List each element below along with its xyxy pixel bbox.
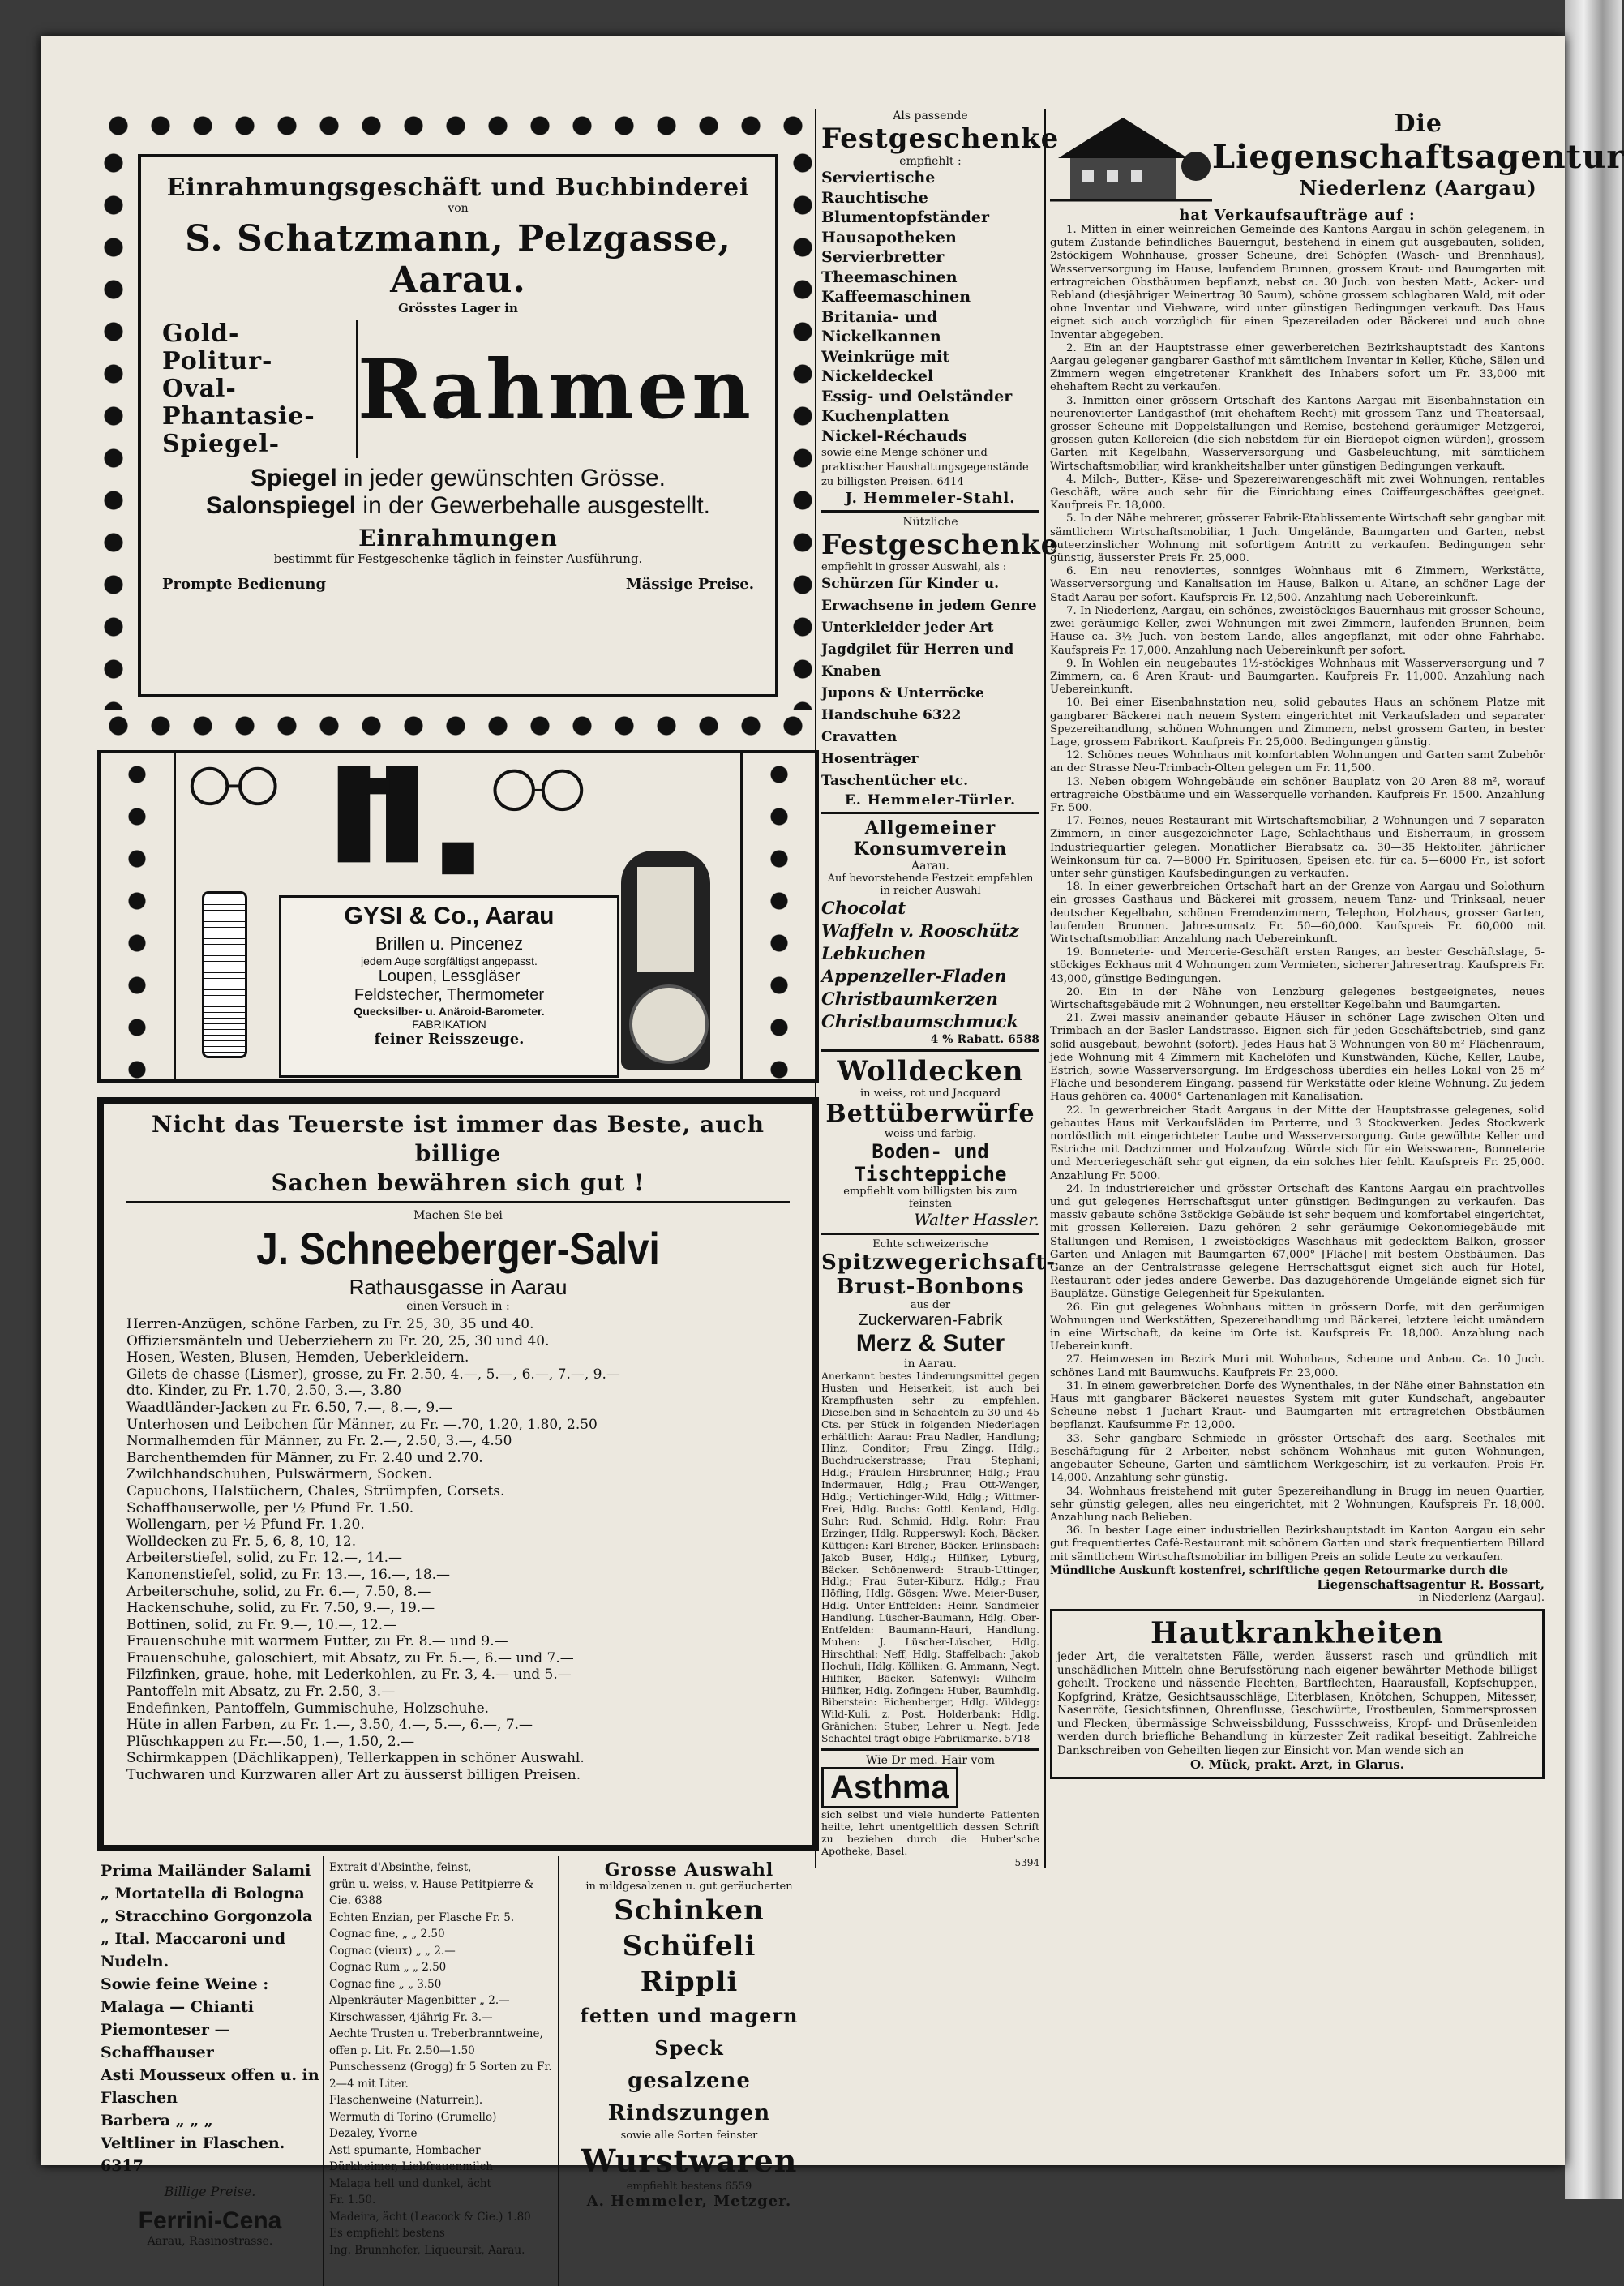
ornament-left [97, 142, 130, 710]
ad-liegenschaft [1050, 109, 1624, 1605]
stahl-name: J. Hemmeler-Stahl. [845, 490, 1016, 507]
liegen-item-2: 2. Ein an der Hauptstrasse einer gewerbereichen Bezirkshauptstadt des Kantons Aargau gelegener gangbarer Gasthof mit sämtlichem Inventar in Keller, Küche, Sälen und Zimmern wegen eingetretener Krankheit des Inhabers sofort um Fr. 33,000 mit ehehaftem Recht zu verkaufen. [1050, 341, 1545, 394]
metzger-item-5: gesalzene Rindszungen [607, 2069, 771, 2125]
metzger-sub: in mildgesalzenen u. gut geräucherten [585, 1881, 793, 1893]
metzger-item-4: fetten und magern Speck [580, 2004, 799, 2060]
stahl-list [821, 168, 1039, 446]
ferrini-billige: Billige Preise. [164, 2184, 256, 2199]
metzger-item-2: Schüfeli [622, 1930, 756, 1962]
stahl-empfiehlt: empfiehlt : [899, 155, 962, 168]
stahl-item-6: Theemaschinen [821, 268, 958, 286]
brunnhofer-line-3: Echten Enzian, per Flasche Fr. 5. [329, 1911, 515, 1924]
liegen-item-5: 5. In der Nähe mehrerer, grösserer Fabrik-Etablissemente Wirtschaft sehr gangbar mit sämtlichem Wirtschaftsmobiliar, 1 Juch. Umgelände, Baumgarten und Garten, nebst guteerzinslicher Wohnung mit sofortigem Antritt zu verkaufen. Bedingungen sehr günstig, äusserster Preis Fr. 25,000. [1050, 513, 1545, 565]
liegen-item-14: 19. Bonneterie- und Mercerie-Geschäft ersten Ranges, an bester Geschäftslage, 5-stöckiges Eckhaus mit 4 Wohnungen zum Vermieten, sicherer Jahresertrag. Kaufspreis Fr. 43,000, günstige Bedingungen. [1050, 946, 1545, 985]
hassler-name: Walter Hassler. [914, 1210, 1039, 1229]
konsum-aarau: Aarau. [911, 860, 949, 873]
merz-brust: Brust-Bonbons [836, 1275, 1025, 1299]
konsum-sub: Auf bevorstehende Festzeit empfehlen in reicher Auswahl [827, 873, 1034, 897]
column-right [1050, 109, 1624, 1779]
ad-schatzmann-lager: Grösstes Lager in [398, 301, 518, 315]
schneeberger-line-23: Pantoffeln mit Absatz, zu Fr. 2.50, 3.— [126, 1683, 396, 1701]
brunnhofer-line-21: Ing. Brunnhofer, Liqueursit, Aarau. [329, 2243, 525, 2257]
ferrini-line-9: Asti Mousseux offen u. in Flaschen [101, 2066, 319, 2107]
merz-aus: aus der [910, 1299, 951, 1311]
schneeberger-line-18: Hackenschuhe, solid, zu Fr. 7.50, 9.—, 19.— [126, 1600, 435, 1617]
merz-name: Merz & Suter [855, 1330, 1005, 1357]
stahl-item-8: Britania- und Nickelkannen [821, 307, 941, 345]
haut-name: O. Mück, prakt. Arzt, in Glarus. [1190, 1757, 1404, 1773]
gysi-l2: jedem Auge sorgfältigst angepasst. [361, 954, 538, 967]
metzger-item-1: Schinken [614, 1894, 765, 1927]
brunnhofer-line-12: Flaschenweine (Naturrein). [329, 2094, 483, 2107]
tuerler-item-5: Handschuhe 6322 [821, 707, 962, 723]
schneeberger-machen: Machen Sie bei [413, 1209, 503, 1222]
gysi-l3: Loupen, Lessgläser [378, 967, 521, 985]
hassler-farbig: weiss und farbig. [884, 1128, 977, 1140]
ad-schneeberger [97, 1097, 819, 1851]
brunnhofer-list [329, 1859, 553, 2258]
ferrini-line-7: Malaga — Chianti [101, 1998, 254, 2016]
hassler-boden: Boden- und [872, 1140, 989, 1163]
ferrini-line-6: Sowie feine Weine : [101, 1975, 269, 1993]
stahl-item-2: Rauchtische [821, 188, 928, 207]
schneeberger-line-24: Endefinken, Pantoffeln, Gummischuhe, Holzschuhe. [126, 1700, 490, 1717]
ad-schatzmann-line2: S. Schatzmann, Pelzgasse, Aarau. [185, 218, 731, 301]
ferrini-list [101, 1859, 319, 2177]
liegen-item-23: 34. Wohnhaus freistehend mit guter Spezereihandlung in Brugg im neuen Quartier, sehr günstig gelegen, alles neu eingerichtet, mit 2 Wohnungen, Kaufspreis Fr. 18,000. Anzahlung nach Belieben. [1050, 1485, 1545, 1524]
gysi-l6: FABRIKATION [412, 1018, 486, 1031]
merz-fabrik: Zuckerwaren-Fabrik [858, 1311, 1003, 1329]
liegen-item-9: 10. Bei einer Eisenbahnstation neu, solid gebautes Haus an schönem Platze mit gangbarer Bäckerei nach neuem System eingerichtet mit Verkaufsladen und separater Spezereihandlung, schönen Wohnungen und Zimmern, nebst grossem Garten, in bester Lage, grossem Fabrikort. Kaufpreis Fr. 25,000. Bedingungen günstig. [1050, 697, 1545, 748]
schneeberger-line-9: Barchenthemden für Männer, zu Fr. 2.40 und 2.70. [126, 1449, 483, 1466]
konsum-item-2: Waffeln v. Rooschütz [821, 920, 1019, 941]
kind-1: Gold- [162, 320, 240, 348]
schneeberger-line-5: dto. Kinder, zu Fr. 1.70, 2.50, 3.—, 3.80 [126, 1383, 401, 1400]
kind-5: Spiegel- [162, 430, 281, 458]
brunnhofer-line-14: Dezaley, Yvorne [329, 2127, 418, 2140]
tuerler-nutz: Nützliche [902, 516, 958, 529]
liegen-item-16: 21. Zwei massiv aneinander gebaute Häuser in schöner Lage zwischen Olten und Trimbach an der Basler Landstrasse. Eignen sich für jeden Geschäftsbetrieb, sind ganz solid ausgebaut, bewohnt (sofort). Jedes Haus hat 3 Wohnungen von 80 m² Flächenraum, jede Wohnung mit 4 Zimmern mit Kachelöfen und Kunstwänden, Küche, Keller, Laube, Estrich, sowie Wasserversorgung. Im Erdgeschoss überdies ein helles Lokal von 25 m² Fläche und besonderem Eingang, passend für Werkstätte oder kleine Wohnung. Zu jedem Haus gehören ca. 4000° Gartenanlagen mit Kanalisation. [1050, 1012, 1545, 1104]
ornament-bottom [97, 710, 819, 742]
brunnhofer-line-16: Dürkheimer, Liebfrauenmilch [329, 2160, 493, 2173]
ornament-right [786, 142, 819, 710]
schneeberger-line-4: Gilets de chasse (Lismer), grosse, zu Fr. 2.50, 4.—, 5.—, 6.—, 7.—, 9.— [126, 1366, 620, 1383]
liegen-item-11: 13. Neben obigem Wohngebäude ein schöner Bauplatz von 20 Aren 88 m², worauf ertragreiche Obstbäume und ein Wasserquelle vorhanden. Kaufpreis Fr. 1500. Anzahlung Fr. 500. [1050, 775, 1545, 814]
column-left [97, 109, 819, 2286]
stahl-item-12: Nickel-Réchauds [821, 427, 967, 445]
tuerler-fest: Festgeschenke [821, 529, 1060, 561]
stahl-item-10: Essig- und Oelständer [821, 387, 1013, 405]
konsum-item-5: Christbaumkerzen [821, 989, 998, 1009]
ferrini-line-1: Prima Mailänder Salami [101, 1862, 311, 1880]
brunnhofer-line-13: Wermuth di Torino (Grumello) [329, 2110, 497, 2124]
ad-merz-suter [821, 1238, 1056, 1745]
ferrini-name: Ferrini-Cena [138, 2207, 282, 2234]
metzger-empf: empfiehlt bestens 6559 [626, 2181, 752, 2193]
liegen-item-3: 3. Inmitten einer grössern Ortschaft des Kantons Aargau mit Eisenbahnstation ein neurenovierter Landgasthof (mit ehehaftem Recht) mit grossem Tanz- und Theatersaal, grosser Scheune mit Doppelstallungen und Remise, bestehend geräumiger Metzgerei, grossen guten Kellereien (die sich nebstdem für ein Bierdepot eignen würden), grossem Garten mit Kegelbahn, Wasserversorgung und Gasbeleuchtung, mit sämtlichem Wirtschaftsmobiliar, wird krankheitshalber unter günstigen Bedingungen verkauft. [1050, 394, 1545, 473]
schneeberger-line-27: Schirmkappen (Dächlikappen), Tellerkappen in schöner Auswahl. [126, 1750, 585, 1767]
liegen-agent: Liegenschaftsagentur R. Bossart, [1317, 1577, 1545, 1593]
brunnhofer-line-1: Extrait d'Absinthe, feinst, [329, 1861, 472, 1874]
tuerler-item-2: Unterkleider jeder Art [821, 620, 994, 636]
newspaper-page [41, 36, 1624, 2257]
ornament-gysi-left [101, 753, 176, 1079]
bestimmt: bestimmt für Festgeschenke täglich in feinster Ausführung. [273, 551, 643, 566]
ad-schatzmann-inner [138, 154, 778, 697]
schneeberger-line-16: Kanonenstiefel, solid, zu Fr. 13.—, 16.—, 18.— [126, 1566, 451, 1583]
ornament-top [97, 109, 819, 142]
brunnhofer-line-4: Cognac fine, „ „ 2.50 [329, 1928, 445, 1941]
brunnhofer-line-6: Cognac Rum „ „ 2.50 [329, 1961, 447, 1974]
liegen-item-13: 18. In einer gewerbreichen Ortschaft hart an der Grenze von Aargau und Solothurn ein grosses Gasthaus und Bäckerei mit grossem, neuem Tanz- und Trinksaal, neuer deutscher Kegelbahn, schönen Fremdenzimmern, Telephon, Holzhaus, grosser Garten, laufenden Brunnen. Jahresumsatz Fr. 50—60,000. Kaufspreis Fr. 60,000 mit Wirtschaftsmobiliar. Anzahlung nach Uebereinkunft. [1050, 881, 1545, 946]
gysi-l7: feiner Reisszeuge. [374, 1031, 525, 1048]
gysi-name: GYSI & Co., Aarau [344, 903, 555, 929]
merz-echte: Echte schweizerische [872, 1238, 988, 1250]
schneeberger-line-12: Schaffhauserwolle, per ½ Pfund Fr. 1.50. [126, 1499, 414, 1516]
ad-asthma [821, 1754, 1039, 1868]
kind-4: Phantasie- [162, 402, 315, 431]
tuerler-item-4: Jupons & Unterröcke [821, 685, 984, 701]
schneeberger-line-7: Unterhosen und Leibchen für Männer, zu Fr. —.70, 1.20, 1.80, 2.50 [126, 1416, 598, 1433]
liegen-die: Die [1394, 109, 1442, 138]
schneeberger-line-26: Plüschkappen zu Fr.—.50, 1.—, 1.50, 2.— [126, 1733, 415, 1750]
metzger-name: A. Hemmeler, Metzger. [586, 2193, 792, 2210]
ad-schatzmann-kinds [162, 320, 358, 458]
metzger-wurst: Wurstwaren [581, 2142, 798, 2179]
brunnhofer-line-11: Punschessenz (Grogg) fr 5 Sorten zu Fr. 2—4 mit Liter. [329, 2061, 552, 2091]
schneeberger-line-25: Hüte in allen Farben, zu Fr. 1.—, 3.50, 4.—, 5.—, 6.—, 7.— [126, 1717, 533, 1734]
gysi-textbox [279, 895, 619, 1078]
ad-gysi [97, 750, 819, 1083]
liegen-agentort: in Niederlenz (Aargau). [1418, 1592, 1545, 1605]
tuerler-name: E. Hemmeler-Türler. [844, 792, 1017, 808]
brunnhofer-line-9: Kirschwasser, 4jährig Fr. 3.— [329, 2010, 493, 2024]
konsum-item-1: Chocolat [821, 898, 906, 918]
brunnhofer-line-10: Aechte Trusten u. Treberbranntweine, offen p. Lit. Fr. 2.50—1.50 [329, 2027, 543, 2057]
tuerler-item-7: Hosenträger [821, 751, 919, 767]
konsum-head: Allgemeiner Konsumverein [853, 817, 1008, 860]
farmhouse-icon [1050, 109, 1212, 207]
salonspiegel: Salonspiegel [206, 492, 357, 519]
page-edge [1565, 0, 1622, 2199]
spiegel: Spiegel [251, 465, 337, 491]
brunnhofer-line-19: Madeira, ächt (Leacock & Cie.) 1.80 [329, 2210, 531, 2224]
liegen-ort: Niederlenz (Aargau) [1299, 176, 1537, 199]
liegen-item-6: 6. Ein neu renoviertes, sonniges Wohnhaus mit 6 Zimmern, Werkstätte, Wasserversorgung und Kanalisation im Hause, Balkon u. Altane, an schöner Lage der Stadt Aarau per sofort. Kaufspreis Fr. 12,500. Anzahlung nach Uebereinkunft. [1050, 565, 1545, 604]
merz-ort: in Aarau. [904, 1357, 957, 1370]
liegen-item-8: 9. In Wohlen ein neugebautes 1½-stöckiges Wohnhaus mit Wasserversorgung und 7 Zimmern, ca. 6 Aren Kraut- und Baumgarten. Kaufpreis Fr. 11,000. Anzahlung nach Uebereinkunft. [1050, 657, 1545, 697]
liegen-name: Liegenschaftsagentur [1212, 138, 1624, 176]
stahl-item-3: Blumentopfständer [821, 208, 989, 226]
ad-ferrini [97, 1856, 324, 2286]
ad-hemmeler-stahl [821, 109, 1060, 507]
schneeberger-versuch: einen Versuch in : [406, 1300, 510, 1313]
merz-text: Anerkannt bestes Linderungsmittel gegen Husten und Heiserkeit, ist auch bei Krampfhusten sehr zu empfehlen. Dieselben sind in Schachteln zu 30 und 45 Cts. per Stück in folgenden Niederlagen erhältlich: Aarau: Frau Nadler, Handlung; Hinz, Conditor; Frau Zingg, Hdlg.; Buchdruckerstrasse; Frau Stephani; Hdlg.; Fräulein Hirsbrunner, Hdlg.; Frau Indermauer, Hdlg.; Frau Ott-Wenger, Hdlg.; Vertichinger-Wild, Hdlg.; Wittmer-Frei, Hdlg. Buchs: Gottl. Kenland, Hdlg. Suhr: Rud. Schmid, Hdlg. Rohr: Frau Erzinger, Hdlg. Rupperswyl: Koch, Bäcker. Küttigen: Karl Bircher, Bäcker. Erlinsbach: Jakob Buser, Hdlg.; Hilfiker, Lyburg, Bäcker. Schönenwerd: Straub-Uttinger, Hdlg.; Frau Suter-Kiburz, Hdlg.; Frau Höfling, Hdlg. Gösgen: Wwe. Meier-Buser, Hdlg. Unter-Entfelden: Heinr. Sandmeier Handlung. Lüscher-Baumann, Hdlg. Ober-Entfelden: Baumann-Hauri, Handlung. Muhen: J. Lüscher-Lüscher, Hdlg. Hirschthal: Neff, Hdlg. Staffelbach: Jakob Hochuli, Hdlg. Kölliken: G. Ammann, Negt. Hilfiker, Bäcker. Safenwyl: Wilhelm-Hilfiker, Hdlg. Zofingen: Huber, Baumhdlg. Biberstein: Eichenberger, Hdlg. Wildegg: Wild-Kuli, z. Post. Holderbank: Hdlg. Gränichen: Stuber, Lehrer u. Negt. Jede Schachtel trägt obige Fabrikmarke. 5718 [821, 1370, 1039, 1745]
liegen-item-22: 33. Sehr gangbare Schmiede in grösster Ortschaft des aarg. Seethales mit Beschäftigung für 2 Arbeiter, nebst schönem Wohnhaus mit guten Wohnungen, angebauter Scheune, Garten und sämtlichem Werkgeschirr, ist zu verkaufen. Preis Fr. 14,000. Anzahlung sehr günstig. [1050, 1432, 1545, 1485]
merz-spitz: Spitzwegerichsaft- [821, 1250, 1056, 1275]
barometer-icon [621, 851, 710, 1070]
ferrini-addr: Aarau, Rasinostrasse. [147, 2235, 273, 2248]
ad-schatzmann-rahmen: Rahmen [357, 341, 754, 437]
thermometer-icon [202, 891, 247, 1058]
ad-hemmeler-tuerler [821, 516, 1060, 808]
gysi-l5: Quecksilber- u. Anäroid-Barometer. [354, 1005, 545, 1018]
liegen-item-12: 17. Feines, neues Restaurant mit Wirtschaftsmobiliar, 2 Wohnungen und 7 separaten Zimmern, in einer ausgezeichneter Lage, Schlachthaus und Eisherraum, in grossem Industriequartier gelegen. Monatlicher Bierabsatz ca. 30—35 Hektoliter, jährlicher Weinkonsum für ca. 7—8000 Fr. Spirituosen, Speisen etc. für ca. 5—6000 Fr., ist sofort unter sehr günstigen Kaufsbedingungen zu verkaufen. [1050, 815, 1545, 880]
ad-hassler [821, 1055, 1039, 1229]
schneeberger-street: Rathausgasse in Aarau [349, 1275, 568, 1299]
ornament-gysi-right [740, 753, 816, 1079]
liegen-item-18: 24. In industriereicher und grösster Ortschaft des Kantons Aargau ein prachtvolles und gut gelegenes Herrschaftsgut unter günstigen Bedingungen zu verkaufen. Das massiv gebaute schöne 3stöckige Gebäude ist sehr bequem und komfortabel eingerichtet, mit grossen Kellereien. Dazu gehören 2 sehr geräumige Oekonomiegebäude mit Stallungen und Remisen, 1 zweistöckiges Waschhaus mit gedecktem Balkon, grosser Garten und Anlagen mit Baumgarten 67,000° [Fläche] mit bestem Obstbäumen. Das Ganze an der Centralstrasse gelegene Herrschaftsgut eignet sich auch für Hotel, Restaurant oder jedes andere Gewerbe. Das dazugehörende Umgelände eignet sich für Bauplätze. Günstige Gelegenheit für Spekulanten. [1050, 1182, 1545, 1301]
stahl-item-1: Serviertische [821, 169, 936, 187]
liegen-item-10: 12. Schönes neues Wohnhaus mit komfortablen Wohnungen und Garten samt Zubehör an der Strasse Neu-Trimbach-Olten gelegen um Fr. 11,500. [1050, 749, 1545, 775]
kind-2: Politur- [162, 347, 273, 375]
asthma-head: Wie Dr med. Hair vom [866, 1754, 995, 1768]
ferrini-line-10: Barbera „ „ „ [101, 2112, 213, 2129]
hassler-text: empfiehlt vom billigsten bis zum feinsten [843, 1186, 1018, 1210]
brunnhofer-line-17: Malaga hell und dunkel, ächt [329, 2177, 491, 2190]
tuerler-item-1: Schürzen für Kinder u. Erwachsene in jedem Genre [821, 576, 1037, 614]
tuerler-item-6: Cravatten [821, 729, 898, 745]
konsum-list [821, 897, 1039, 1033]
stahl-item-4: Hausapotheken [821, 228, 957, 247]
stahl-item-5: Servierbretter [821, 248, 945, 266]
liegen-item-24: 36. In bester Lage einer industriellen Bezirkshauptstadt im Kanton Aargau ein sehr gut frequentiertes Café-Restaurant mit schönem Garten und stark frequentiertem Billard mit sämtlichem Wirtschaftsmobiliar im billigen Preis an solide Leute zu verkaufen. [1050, 1525, 1545, 1563]
kind-3: Oval- [162, 375, 237, 403]
tuerler-item-3: Jagdgilet für Herren und Knaben [821, 641, 1014, 680]
metzger-sorten: sowie alle Sorten feinster [620, 2129, 758, 2142]
schneeberger-list [126, 1316, 790, 1784]
ad-hautkrankheiten [1050, 1609, 1545, 1779]
gysi-l4: Feldstecher, Thermometer [354, 986, 545, 1004]
spiegel-rest: in jeder gewünschten Grösse. [344, 465, 666, 491]
asthma-title: Asthma [821, 1767, 958, 1808]
einrahmungen: Einrahmungen [358, 525, 558, 551]
brunnhofer-line-15: Asti spumante, Hombacher [329, 2143, 481, 2157]
ferrini-line-5: Nudeln. [101, 1953, 169, 1971]
schneeberger-line-13: Wollengarn, per ½ Pfund Fr. 1.20. [126, 1516, 365, 1533]
schneeberger-line-3: Hosen, Westen, Blusen, Hemden, Ueberkleidern. [126, 1349, 469, 1366]
schneeberger-line-19: Bottinen, solid, zu Fr. 9.—, 10.—, 12.— [126, 1616, 397, 1633]
konsum-rabatt: 4 % Rabatt. 6588 [930, 1033, 1039, 1046]
brunnhofer-line-7: Cognac fine „ „ 3.50 [329, 1977, 442, 1991]
stahl-item-9: Weinkrüge mit Nickeldeckel [821, 347, 949, 385]
column-middle [815, 109, 1060, 1869]
metzger-item-3: Rippli [640, 1966, 739, 1998]
hassler-head: Wolldecken [837, 1055, 1024, 1087]
schneeberger-line-22: Filzfinken, graue, hohe, mit Lederkohlen, zu Fr. 3, 4.— und 5.— [126, 1666, 572, 1683]
schneeberger-line-20: Frauenschuhe mit warmem Futter, zu Fr. 8.— und 9.— [126, 1633, 508, 1650]
liegen-item-19: 26. Ein gut gelegenes Wohnhaus mitten in grössern Dorfe, mit den geräumigen Wohnungen und Werkstätten, Spezereihandlung und Bäckerei, letztere leicht umändern in eine Wirtschaft, da keine im Orte ist. Kaufspreis Fr. 18,000. Anzahlung nach Uebereinkunft. [1050, 1301, 1545, 1353]
ferrini-line-11: Veltliner in Flaschen. 6317 [101, 2134, 285, 2175]
schneeberger-head2: Sachen bewähren sich gut ! [271, 1169, 645, 1196]
salon-rest: in der Gewerbehalle ausgestellt. [362, 492, 710, 519]
tuerler-item-8: Taschentücher etc. [821, 773, 969, 789]
brunnhofer-line-20: Es empfiehlt bestens [329, 2227, 445, 2240]
prompte: Prompte Bedienung [162, 576, 327, 593]
haut-text: jeder Art, die veraltetsten Fälle, werden äusserst rasch und gründlich mit unschädlichen Mitteln ohne Berufsstörung nach eigener bewährter Methode billigst geheilt. Trockene und nässende Flechten, Bartflechten, Haarausfall, Kopfschuppen, Kopfgrind, Krätze, Gesichtsausschläge, Eiterblasen, Knötchen, Schuppen, Mitesser, Nasenröte, Gesichtsfinnen, Ohrenflusse, Geschwürte, Frostbeulen, Sommersprossen und Flecken, übermässige Schweissbildung, Fussschweiss, Kropf- und Drüsenleiden werden durch briefliche Behandlung in kürzester Zeit radikal beseitigt. Zahlreiche Dankschreiben von Geheilten liegen zur Einsicht vor. Man wende sich an [1057, 1650, 1537, 1757]
ad-schatzmann-line1: Einrahmungsgeschäft und Buchbinderei [166, 174, 750, 202]
schneeberger-line-21: Frauenschuhe, galoschiert, mit Absatz, zu Fr. 5.—, 6.— und 7.— [126, 1649, 574, 1666]
liegen-item-1: 1. Mitten in einer weinreichen Gemeinde des Kantons Aargau in schön gelegenem, in gutem Zustande befindliches Bauerngut, bestehend in einem gut ausgebauten, soliden, 2stöckigem Wohnhause, grosser Scheune, drei Schöpfen (Wasch- und Brennhaus), Wasserversorgung im Hause, laufendem Brunnen, grossem Kraut- und Baumgarten mit ertragreichen Obstbäumen bepflanzt, nebst ca. 30 Juch. von besten Matt-, Acker- und Rebland (diesjähriger Weinertrag 30 Saum), schöne grossem schlagbaren Wald, mit oder ohne Inventar und Viehware, wird unter günstigen Bedingungen verkauft. Das Haus eignet sich auch vorzüglich für einen Spezereiladen oder Bäckerei und auch ohne Inventar abgegeben. [1050, 224, 1545, 341]
ad-schatzmann-von: von [448, 202, 469, 215]
ferrini-line-4: „ Ital. Maccaroni und [101, 1930, 285, 1948]
metzger-head: Grosse Auswahl [604, 1859, 774, 1881]
liegen-list [1050, 224, 1545, 1564]
schneeberger-name: J. Schneeberger-Salvi [256, 1223, 660, 1274]
ad-schatzmann [97, 109, 819, 742]
ad-brunnhofer [324, 1856, 559, 2286]
tuerler-list [821, 573, 1039, 792]
ferrini-line-8: Piemonteser — Schaffhauser [101, 2021, 230, 2061]
liegen-item-20: 27. Heimwesen im Bezirk Muri mit Wohnhaus, Scheune und Anbau. Ca. 10 Juch. schönes Land mit Baumwuchs. Kaufpreis Fr. 23,000. [1050, 1353, 1545, 1379]
ad-hemmeler-metzger [559, 1856, 819, 2286]
stahl-item-11: Kuchenplatten [821, 407, 949, 425]
stahl-als: Als passende [893, 109, 968, 122]
liegen-bemerk: Mündliche Auskunft kostenfrei, schriftliche gegen Retourmarke durch die [1050, 1563, 1508, 1577]
hassler-sub: in weiss, rot und Jacquard [859, 1087, 1001, 1100]
haut-title: Hautkrankheiten [1151, 1616, 1444, 1651]
schneeberger-line-8: Normalhemden für Männer, zu Fr. 2.—, 2.50, 3.—, 4.50 [126, 1433, 512, 1450]
konsum-item-6: Christbaumschmuck [821, 1011, 1019, 1031]
liegen-item-21: 31. In einem gewerbreichen Dorfe des Wynenthales, in der Nähe einer Bahnstation ein Haus mit gangbarer Bäckerei neuestes System mit guter Kundschaft, angebauter Scheune nebst 1 Juchart Kraut- und Baumgarten mit ertragreichen Obstbäumen bepflanzt. Kaufsumme Fr. 12,000. [1050, 1379, 1545, 1432]
tuerler-empf: empfiehlt in grosser Auswahl, als : [821, 561, 1007, 573]
konsum-item-3: Lebkuchen [821, 943, 927, 963]
brunnhofer-line-8: Alpenkräuter-Magenbitter „ 2.— [329, 1994, 510, 2007]
liegen-item-17: 22. In gewerbreicher Stadt Aargaus in der Mitte der Hauptstrasse gelegenes, solid gebautes Haus mit Verkaufsläden im Parterre, und 3 Stockwerken. Jedes Stockwerk nordöstlich mit eingerichteter Laube und Wasserversorgung. Gute gewölbte Keller und Estriche mit Dachzimmer und Holzaufzug. Würde sich für ein Weisswaren-, Bonneterie und Merceriegeschäft sehr gut eignen, da ein solches hier fehlt. Kaufspreis Fr. 25,000. Anzahlung Fr. 5000. [1050, 1104, 1545, 1182]
schneeberger-line-1: Herren-Anzügen, schöne Farben, zu Fr. 25, 30, 35 und 40. [126, 1316, 534, 1332]
hassler-bett: Bettüberwürfe [825, 1100, 1035, 1128]
maessige: Mässige Preise. [625, 576, 754, 593]
schneeberger-head1: Nicht das Teuerste ist immer das Beste, auch billige [151, 1111, 765, 1167]
gysi-l1: Brillen u. Pincenez [375, 933, 524, 954]
schneeberger-line-11: Capuchons, Halstüchern, Chales, Strümpfen, Corsets. [126, 1482, 505, 1499]
asthma-text: sich selbst und viele hunderte Patienten heilte, lehrt unentgeltlich dessen Schrift zu beziehen durch die Huber'sche Apotheke, Basel. [821, 1808, 1039, 1858]
schneeberger-line-14: Wolldecken zu Fr. 5, 6, 8, 10, 12. [126, 1533, 357, 1550]
konsum-item-4: Appenzeller-Fladen [821, 966, 1007, 986]
schneeberger-line-28: Tuchwaren und Kurzwaren aller Art zu äusserst billigen Preisen. [126, 1767, 581, 1784]
ad-konsumverein [821, 817, 1039, 1046]
liegen-item-7: 7. In Niederlenz, Aargau, ein schönes, zweistöckiges Bauernhaus mit grosser Scheune, zwei geräumige Keller, zwei Wohnungen mit zwei Zimmern, laufenden Brunnen, beim Hause ca. 3½ Juch. von bestem Lande, alles angepflanzt, mit oder ohne Fahrhabe. Kaufspreis Fr. 17,000. Anzahlung nach Uebereinkunft per sofort. [1050, 604, 1545, 657]
schneeberger-line-10: Zwilchhandschuhen, Pulswärmern, Socken. [126, 1466, 433, 1483]
ferrini-line-2: „ Mortatella di Bologna [101, 1885, 305, 1902]
brunnhofer-line-2: grün u. weiss, v. Hause Petitpierre & Cie. 6388 [329, 1877, 534, 1907]
liegen-item-15: 20. Ein in der Nähe von Lenzburg gelegenes bestgeeignetes, neues Wirtschaftsgebäude mit 2 Wohnungen, neu erstellter Kegelbahn und Baumgarten. [1050, 985, 1545, 1011]
schneeberger-line-2: Offiziersmänteln und Ueberziehern zu Fr. 20, 25, 30 und 40. [126, 1332, 550, 1349]
schneeberger-line-17: Arbeiterschuhe, solid, zu Fr. 6.—, 7.50, 8.— [126, 1583, 431, 1600]
brunnhofer-line-18: Fr. 1.50. [329, 2194, 376, 2207]
asthma-num: 5394 [1014, 1857, 1039, 1869]
liegen-item-4: 4. Milch-, Butter-, Käse- und Spezereiwarengeschäft mit zwei Wohnungen, rentables Geschäft, wäre auch sehr für die Einrichtung eines Coiffeurgeschäftes geeignet. Kaufpreis Fr. 18,000. [1050, 473, 1545, 513]
liegen-auftraege: hat Verkaufsaufträge auf : [1179, 207, 1416, 224]
schneeberger-line-15: Arbeiterstiefel, solid, zu Fr. 12.—, 14.— [126, 1550, 403, 1567]
ferrini-line-3: „ Stracchino Gorgonzola [101, 1907, 313, 1925]
stahl-item-7: Kaffeemaschinen [821, 288, 971, 306]
brunnhofer-line-5: Cognac (vieux) „ „ 2.— [329, 1944, 456, 1958]
stahl-fest: Festgeschenke [821, 122, 1060, 155]
stahl-footer: sowie eine Menge schöner und praktischer Haushaltungsgegenstände zu billigsten Preisen. 6414 [821, 447, 1029, 488]
hassler-tisch: Tischteppiche [854, 1163, 1007, 1186]
schneeberger-line-6: Waadtländer-Jacken zu Fr. 6.50, 7.—, 8.—, 9.— [126, 1399, 453, 1416]
